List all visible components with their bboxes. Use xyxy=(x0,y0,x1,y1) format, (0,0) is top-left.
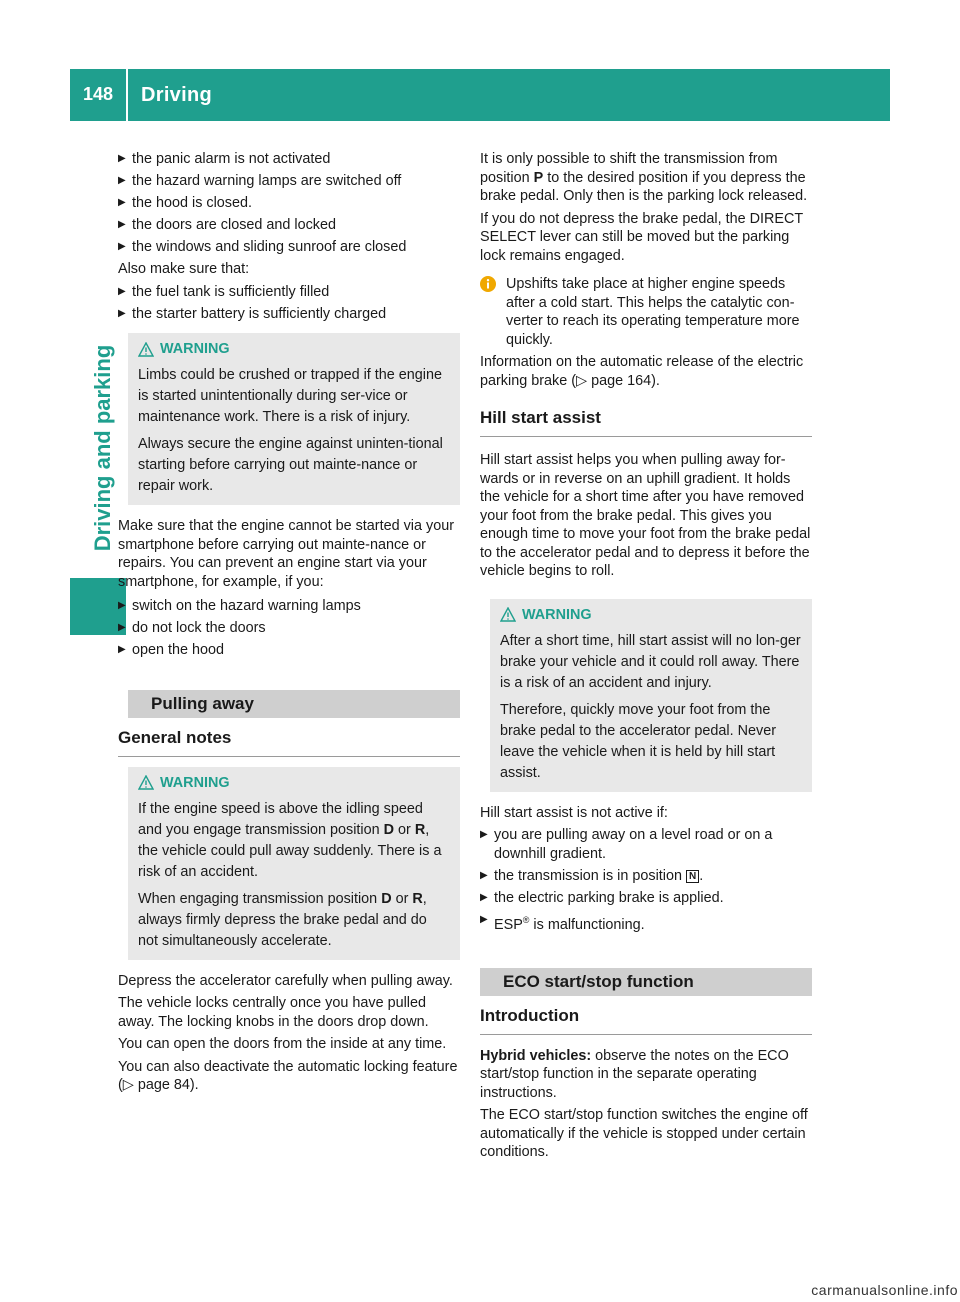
info-note: Upshifts take place at higher engine speeds after a cold start. This helps the catalytic con-verter to reach its operating temperature more quickly. xyxy=(480,275,812,349)
warning-text: Always secure the engine against uninten-tional starting before carrying out mainte-nance or repair work. xyxy=(138,436,443,494)
page-number: 148 xyxy=(82,84,114,104)
bullet-icon: ▶ xyxy=(118,307,126,319)
list-item: ▶ the panic alarm is not activated xyxy=(118,151,331,167)
warning-triangle-icon xyxy=(138,342,154,357)
info-icon xyxy=(480,276,496,292)
not-active-list xyxy=(480,826,812,934)
warning-triangle-icon xyxy=(500,607,516,622)
watermark: carmanualsonline.info xyxy=(811,1282,958,1298)
page-ref-link[interactable]: page 84). xyxy=(133,1077,199,1093)
warning-box xyxy=(490,599,812,792)
list-item: ▶ you are pulling away on a level road or on a downhill gradient. xyxy=(480,827,773,862)
list-item: ▶ switch on the hazard warning lamps xyxy=(118,598,361,614)
bullet-icon: ▶ xyxy=(118,197,126,208)
sub-heading: Hill start assist xyxy=(480,408,812,437)
bullet-icon: ▶ xyxy=(118,644,126,655)
smartphone-list xyxy=(118,597,460,660)
warning-text: After a short time, hill start assist will no lon-ger brake your vehicle and it could roll away. There is a risk of an accident and injury. xyxy=(500,632,801,691)
warning-text: When engaging transmission position D or R, always firmly depress the brake pedal and do not simultaneously accelerate. xyxy=(138,890,427,949)
list-item: ▶ the starter battery is sufficiently charged xyxy=(118,305,387,322)
warning-box xyxy=(128,333,460,505)
also-list xyxy=(118,283,460,324)
bullet-icon: ▶ xyxy=(480,829,488,840)
list-item: ▶ the hazard warning lamps are switched off xyxy=(118,173,402,189)
paragraph: It is only possible to shift the transmission from position P to the desired position if you depress the brake pedal. Only then is the parking lock released. xyxy=(480,151,808,204)
bullet-icon: ▶ xyxy=(118,175,126,186)
list-item: ▶ the doors are closed and locked xyxy=(118,217,336,233)
conditions-list xyxy=(118,150,460,257)
sub-heading: Introduction xyxy=(480,1006,812,1035)
page-ref-arrow-icon: ▷ xyxy=(576,372,588,389)
warning-text: Therefore, quickly move your foot from the brake pedal to the accelerator pedal. Never leave the vehicle when it is held by hill start assist. xyxy=(500,701,776,781)
band-heading: ECO start/stop function xyxy=(480,968,812,996)
bullet-icon: ▶ xyxy=(118,153,126,164)
paragraph: The vehicle locks centrally once you have pulled away. The locking knobs in the doors drop down. xyxy=(118,995,429,1030)
left-column xyxy=(118,150,460,1099)
warning-triangle-icon xyxy=(138,775,154,790)
also-make-sure: Also make sure that: xyxy=(118,261,250,277)
warning-box xyxy=(128,767,460,960)
bullet-icon: ▶ xyxy=(480,913,488,925)
bullet-icon: ▶ xyxy=(118,285,126,297)
list-item: ▶ the fuel tank is sufficiently filled xyxy=(118,283,330,300)
list-item: ▶ open the hood xyxy=(118,642,225,658)
paragraph: Hill start assist is not active if: xyxy=(480,804,668,821)
neutral-position-symbol: N xyxy=(686,870,699,883)
side-tab-label: Driving and parking xyxy=(90,344,115,552)
warning-label: WARNING xyxy=(160,774,230,791)
bullet-icon: ▶ xyxy=(480,869,488,881)
paragraph: If you do not depress the brake pedal, the DIRECT SELECT lever can still be moved but the parking lock remains engaged. xyxy=(480,210,803,264)
paragraph: Information on the automatic release of the electric parking brake (▷ page 164). xyxy=(480,354,804,389)
paragraph: Hybrid vehicles: observe the notes on the ECO start/stop function in the separate operating instructions. xyxy=(480,1047,789,1101)
smartphone-paragraph: Make sure that the engine cannot be started via your smartphone before carrying out mainte-nance or repairs. You can prevent an engine start via your smartphone, for example, if you: xyxy=(118,518,454,590)
section-title: Driving xyxy=(141,84,212,106)
band-heading: Pulling away xyxy=(128,690,460,718)
warning-text: If the engine speed is above the idling speed and you engage transmission position D or R, the vehicle could pull away suddenly. There is a risk of an accident. xyxy=(138,800,442,880)
list-item: ▶ the electric parking brake is applied. xyxy=(480,889,724,906)
header-divider xyxy=(126,69,128,121)
list-item: ▶ the transmission is in position N . xyxy=(480,867,704,884)
bullet-icon: ▶ xyxy=(118,219,126,230)
paragraph: Hill start assist helps you when pulling away for-wards or in reverse on an uphill gradient. It holds the vehicle for a short time after you have removed your foot from the brake pedal. This gives you enough time to move your foot from the brake pedal to the accelerator pedal and to depress it before the vehicle begins to roll. xyxy=(480,452,811,579)
page-ref-link[interactable]: page 164). xyxy=(587,372,660,389)
sub-heading: General notes xyxy=(118,728,460,757)
list-item: ▶ the windows and sliding sunroof are closed xyxy=(118,239,407,255)
bullet-icon: ▶ xyxy=(480,891,488,903)
list-item: ▶ the hood is closed. xyxy=(118,195,253,211)
warning-text: Limbs could be crushed or trapped if the engine is started unintentionally during ser-vice or maintenance work. There is a risk of injury. xyxy=(138,367,442,425)
list-item: ▶ do not lock the doors xyxy=(118,620,266,636)
paragraph: The ECO start/stop function switches the engine off automatically if the vehicle is stopped under certain conditions. xyxy=(480,1107,808,1161)
bullet-icon: ▶ xyxy=(118,600,126,611)
page-ref-arrow-icon: ▷ xyxy=(122,1077,134,1093)
warning-label: WARNING xyxy=(160,341,230,357)
right-column xyxy=(480,150,812,1166)
paragraph: You can also deactivate the automatic locking feature (▷ page 84). xyxy=(118,1058,458,1093)
paragraph: Depress the accelerator carefully when pulling away. xyxy=(118,972,453,989)
bullet-icon: ▶ xyxy=(118,241,126,252)
list-item: ▶ ESP® is malfunctioning. xyxy=(480,911,812,934)
paragraph: You can open the doors from the inside at any time. xyxy=(118,1036,447,1052)
warning-label: WARNING xyxy=(522,606,592,623)
bullet-icon: ▶ xyxy=(118,622,126,633)
